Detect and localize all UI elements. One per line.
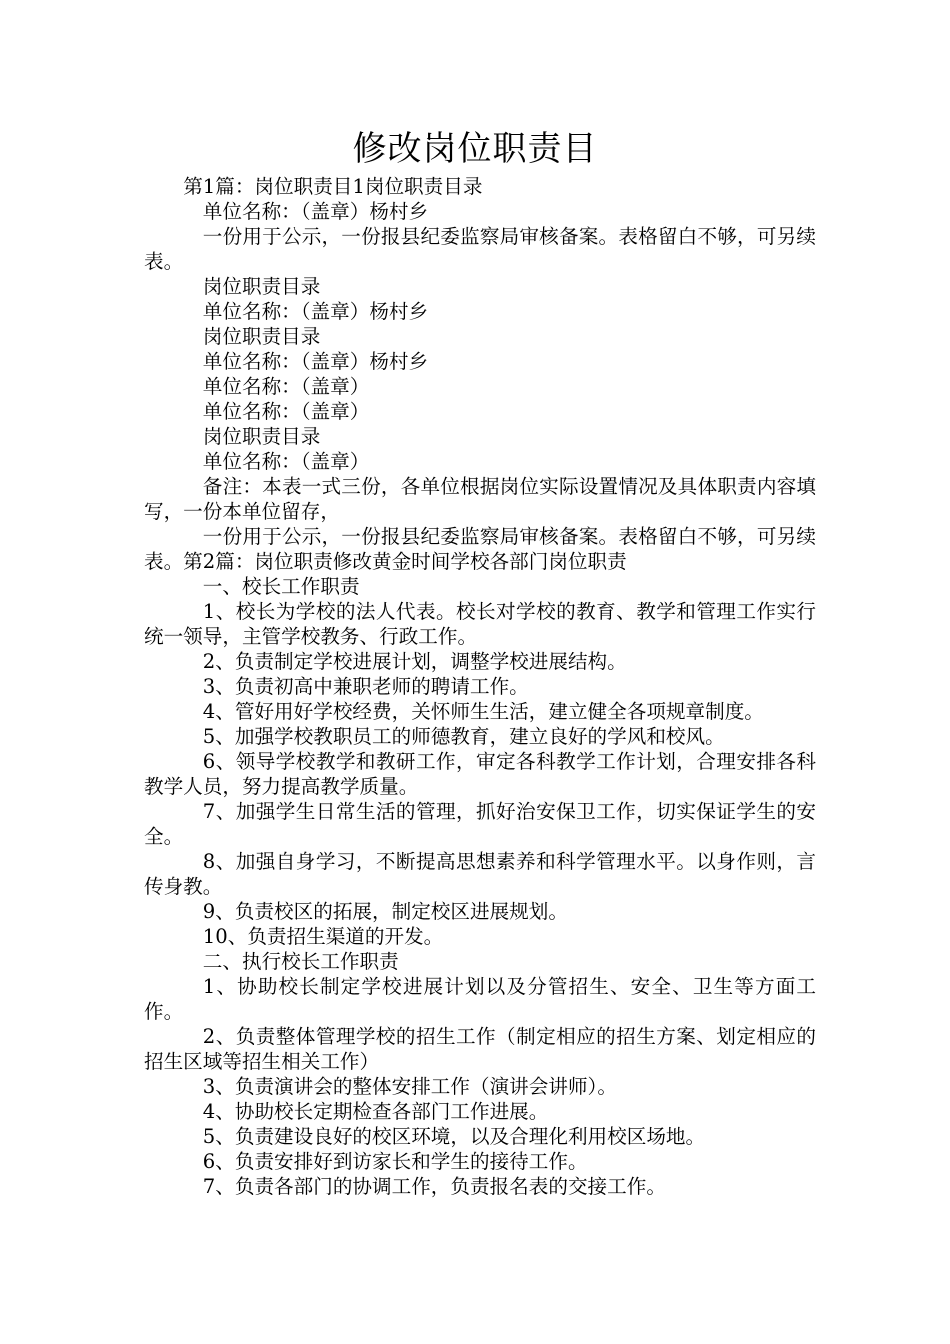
paragraph: 单位名称：（盖章）杨村乡: [202, 300, 429, 323]
paragraph: 单位名称：（盖章）杨村乡: [202, 200, 429, 223]
paragraph: 岗位职责目录: [202, 425, 321, 448]
paragraph: 4、协助校长定期检查各部门工作进展。: [202, 1100, 549, 1123]
paragraph: 单位名称：（盖章）: [202, 375, 370, 398]
paragraph: 第1篇：岗位职责目1岗位职责目录: [183, 175, 483, 198]
paragraph: 5、加强学校教职员工的师德教育，建立良好的学风和校风。: [202, 725, 725, 748]
paragraph: 7、加强学生日常生活的管理，抓好治安保卫工作，切实保证学生的安全。: [144, 800, 816, 848]
paragraph: 岗位职责目录: [202, 275, 321, 298]
paragraph: 二、执行校长工作职责: [202, 950, 399, 973]
paragraph: 1、校长为学校的法人代表。校长对学校的教育、教学和管理工作实行统一领导，主管学校教务、行政工作。: [144, 600, 816, 648]
paragraph: 1、协助校长制定学校进展计划以及分管招生、安全、卫生等方面工作。: [144, 975, 816, 1023]
paragraph: 一份用于公示，一份报县纪委监察局审核备案。表格留白不够，可另续表。第2篇：岗位职责修改黄金时间学校各部门岗位职责: [144, 525, 816, 573]
paragraph: 岗位职责目录: [202, 325, 321, 348]
paragraph: 单位名称：（盖章）: [202, 400, 370, 423]
document-body: [144, 174, 816, 1199]
paragraph: 2、负责制定学校进展计划，调整学校进展结构。: [202, 650, 627, 673]
paragraph: 7、负责各部门的协调工作，负责报名表的交接工作。: [202, 1175, 666, 1198]
paragraph: 单位名称：（盖章）杨村乡: [202, 350, 429, 373]
paragraph: 9、负责校区的拓展，制定校区进展规划。: [202, 900, 568, 923]
paragraph: 一、校长工作职责: [202, 575, 360, 598]
paragraph: 备注：本表一式三份，各单位根据岗位实际设置情况及具体职责内容填写，一份本单位留存，: [144, 475, 816, 523]
paragraph: 3、负责初高中兼职老师的聘请工作。: [202, 675, 529, 698]
paragraph: 一份用于公示，一份报县纪委监察局审核备案。表格留白不够，可另续表。: [144, 225, 816, 273]
paragraph: 6、领导学校教学和教研工作，审定各科教学工作计划，合理安排各科教学人员，努力提高教学质量。: [144, 750, 816, 798]
paragraph: 单位名称：（盖章）: [202, 450, 370, 473]
paragraph: 2、负责整体管理学校的招生工作（制定相应的招生方案、划定相应的招生区域等招生相关工作）: [144, 1025, 816, 1073]
document-title: 修改岗位职责目: [352, 129, 598, 169]
paragraph: 5、负责建设良好的校区环境，以及合理化利用校区场地。: [202, 1125, 706, 1148]
paragraph: 3、负责演讲会的整体安排工作（演讲会讲师）。: [202, 1075, 617, 1098]
paragraph: 10、负责招生渠道的开发。: [202, 925, 444, 948]
paragraph: 4、管好用好学校经费，关怀师生生活，建立健全各项规章制度。: [202, 700, 764, 723]
paragraph: 8、加强自身学习，不断提高思想素养和科学管理水平。以身作则，言传身教。: [144, 850, 816, 898]
paragraph: 6、负责安排好到访家长和学生的接待工作。: [202, 1150, 588, 1173]
